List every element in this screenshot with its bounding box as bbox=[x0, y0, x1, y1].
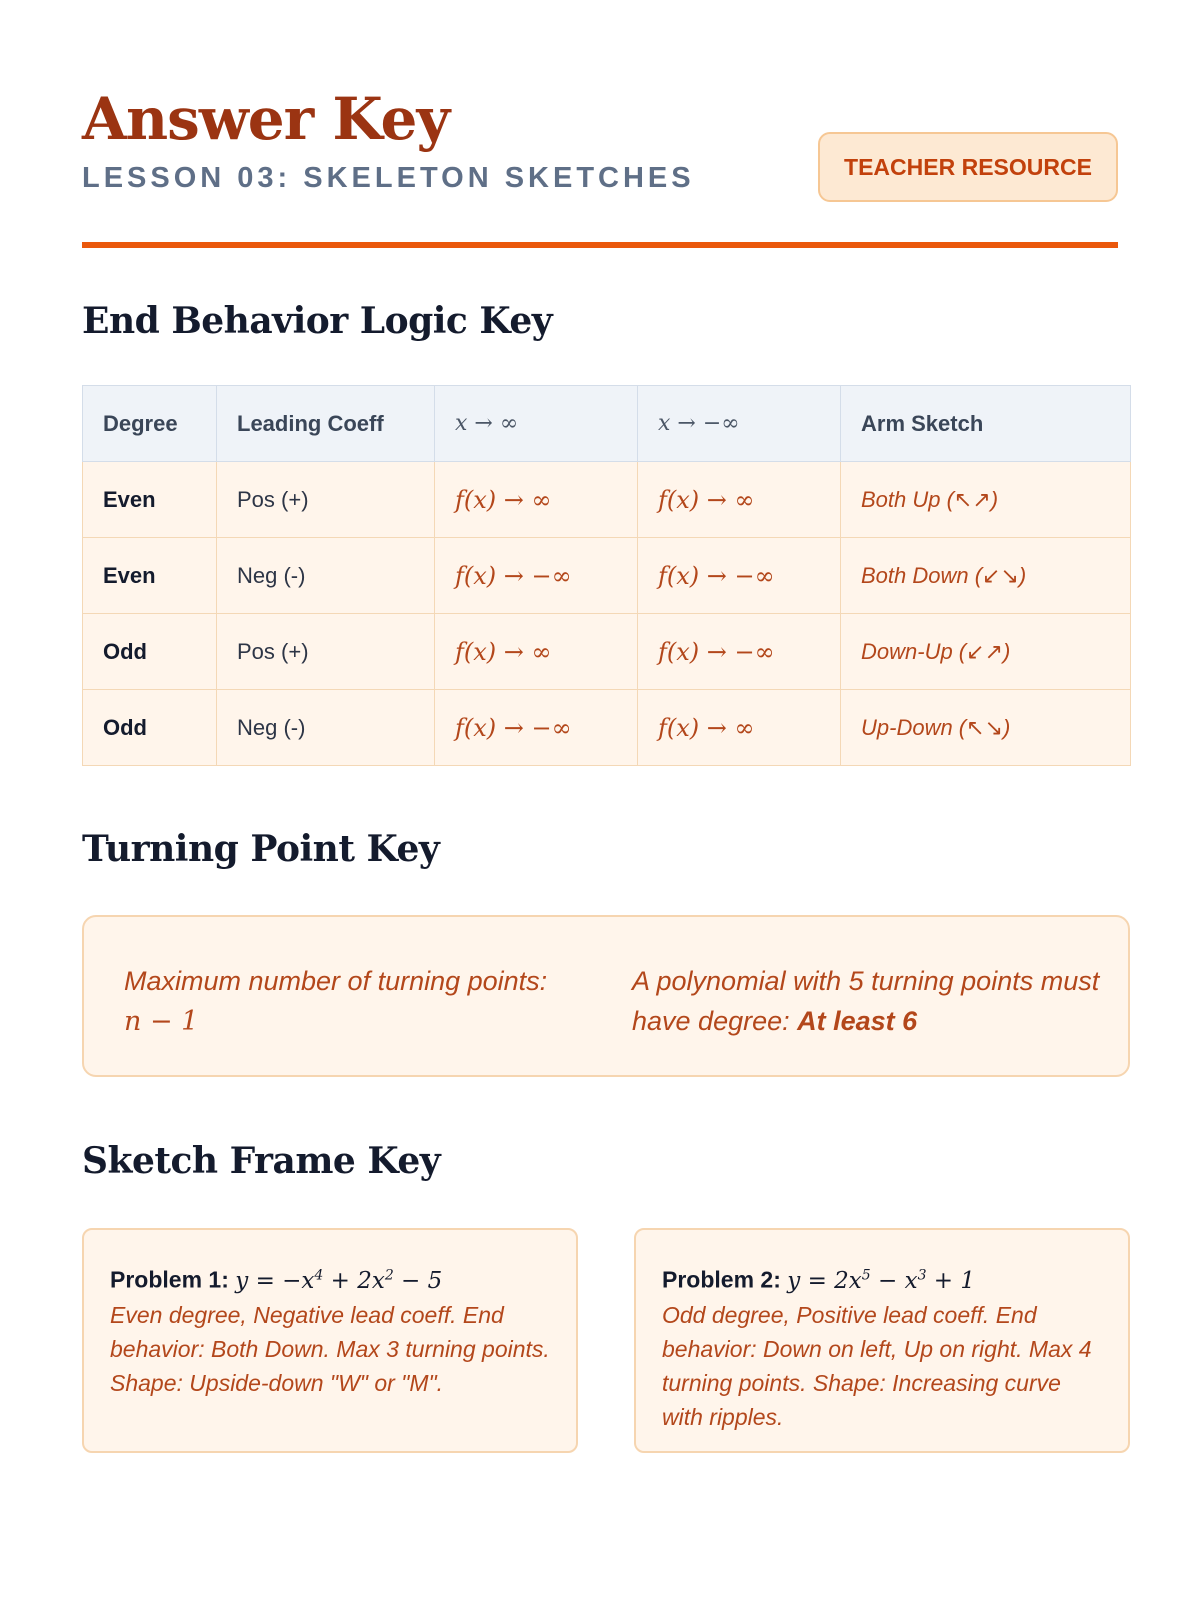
table-row bbox=[83, 462, 1131, 538]
turning-point-formula: n − 1 bbox=[124, 1006, 199, 1037]
degree-cell: Even bbox=[83, 538, 217, 614]
col-arm-sketch: Arm Sketch bbox=[841, 386, 1131, 462]
teacher-resource-badge: TEACHER RESOURCE bbox=[818, 132, 1118, 202]
turning-point-example-text: A polynomial with 5 turning points must have degree: bbox=[632, 966, 1100, 1036]
arm-sketch-cell: Up-Down (↖↘) bbox=[841, 690, 1131, 766]
end-behavior-heading: End Behavior Logic Key bbox=[82, 300, 553, 342]
turning-point-box bbox=[82, 915, 1130, 1077]
problem-1-equation: $y = -x^4 + 2x^2 - 5$ bbox=[235, 1267, 443, 1294]
problem-2-label: Problem 2: bbox=[662, 1266, 781, 1293]
turning-point-rule bbox=[124, 961, 594, 1042]
pos-inf-cell: f(x) → ∞ bbox=[435, 462, 638, 538]
lesson-subtitle: LESSON 03: SKELETON SKETCHES bbox=[82, 162, 695, 194]
col-x-pos-inf: x → ∞ bbox=[435, 386, 638, 462]
degree-cell: Odd bbox=[83, 690, 217, 766]
coeff-cell: Pos (+) bbox=[217, 462, 435, 538]
turning-point-answer: At least 6 bbox=[797, 1006, 918, 1036]
col-leading-coeff: Leading Coeff bbox=[217, 386, 435, 462]
problem-1-answer: Even degree, Negative lead coeff. End behavior: Both Down. Max 3 turning points. Shape: Upside-down "W" or "M". bbox=[110, 1301, 550, 1396]
coeff-cell: Pos (+) bbox=[217, 614, 435, 690]
problem-1-label: Problem 1: bbox=[110, 1266, 229, 1293]
page-header bbox=[82, 80, 1118, 250]
degree-cell: Odd bbox=[83, 614, 217, 690]
turning-point-example bbox=[632, 961, 1102, 1041]
table-row bbox=[83, 538, 1131, 614]
turning-point-heading: Turning Point Key bbox=[82, 828, 440, 870]
page-title: Answer Key bbox=[82, 85, 450, 153]
problem-2-header bbox=[662, 1258, 1102, 1298]
end-behavior-table bbox=[82, 385, 1131, 766]
problem-1-card bbox=[82, 1228, 578, 1453]
neg-inf-cell: f(x) → −∞ bbox=[638, 614, 841, 690]
sketch-frame-heading: Sketch Frame Key bbox=[82, 1140, 441, 1182]
neg-inf-cell: f(x) → ∞ bbox=[638, 690, 841, 766]
turning-point-rule-text: Maximum number of turning points: bbox=[124, 966, 548, 996]
problem-2-equation: $y = 2x^5 - x^3 + 1$ bbox=[787, 1267, 976, 1294]
col-x-neg-inf: x → −∞ bbox=[638, 386, 841, 462]
coeff-cell: Neg (-) bbox=[217, 690, 435, 766]
header-divider bbox=[82, 242, 1118, 248]
table-row bbox=[83, 614, 1131, 690]
neg-inf-cell: f(x) → ∞ bbox=[638, 462, 841, 538]
table-header-row bbox=[83, 386, 1131, 462]
problem-2-answer: Odd degree, Positive lead coeff. End behavior: Down on left, Up on right. Max 4 turning points. Shape: Increasing curve with ripples. bbox=[662, 1301, 1092, 1430]
arm-sketch-cell: Both Up (↖↗) bbox=[841, 462, 1131, 538]
table-row bbox=[83, 690, 1131, 766]
pos-inf-cell: f(x) → ∞ bbox=[435, 614, 638, 690]
col-degree: Degree bbox=[83, 386, 217, 462]
neg-inf-cell: f(x) → −∞ bbox=[638, 538, 841, 614]
problem-2-card bbox=[634, 1228, 1130, 1453]
pos-inf-cell: f(x) → −∞ bbox=[435, 538, 638, 614]
problem-1-header bbox=[110, 1258, 550, 1298]
arm-sketch-cell: Both Down (↙↘) bbox=[841, 538, 1131, 614]
arm-sketch-cell: Down-Up (↙↗) bbox=[841, 614, 1131, 690]
coeff-cell: Neg (-) bbox=[217, 538, 435, 614]
pos-inf-cell: f(x) → −∞ bbox=[435, 690, 638, 766]
degree-cell: Even bbox=[83, 462, 217, 538]
